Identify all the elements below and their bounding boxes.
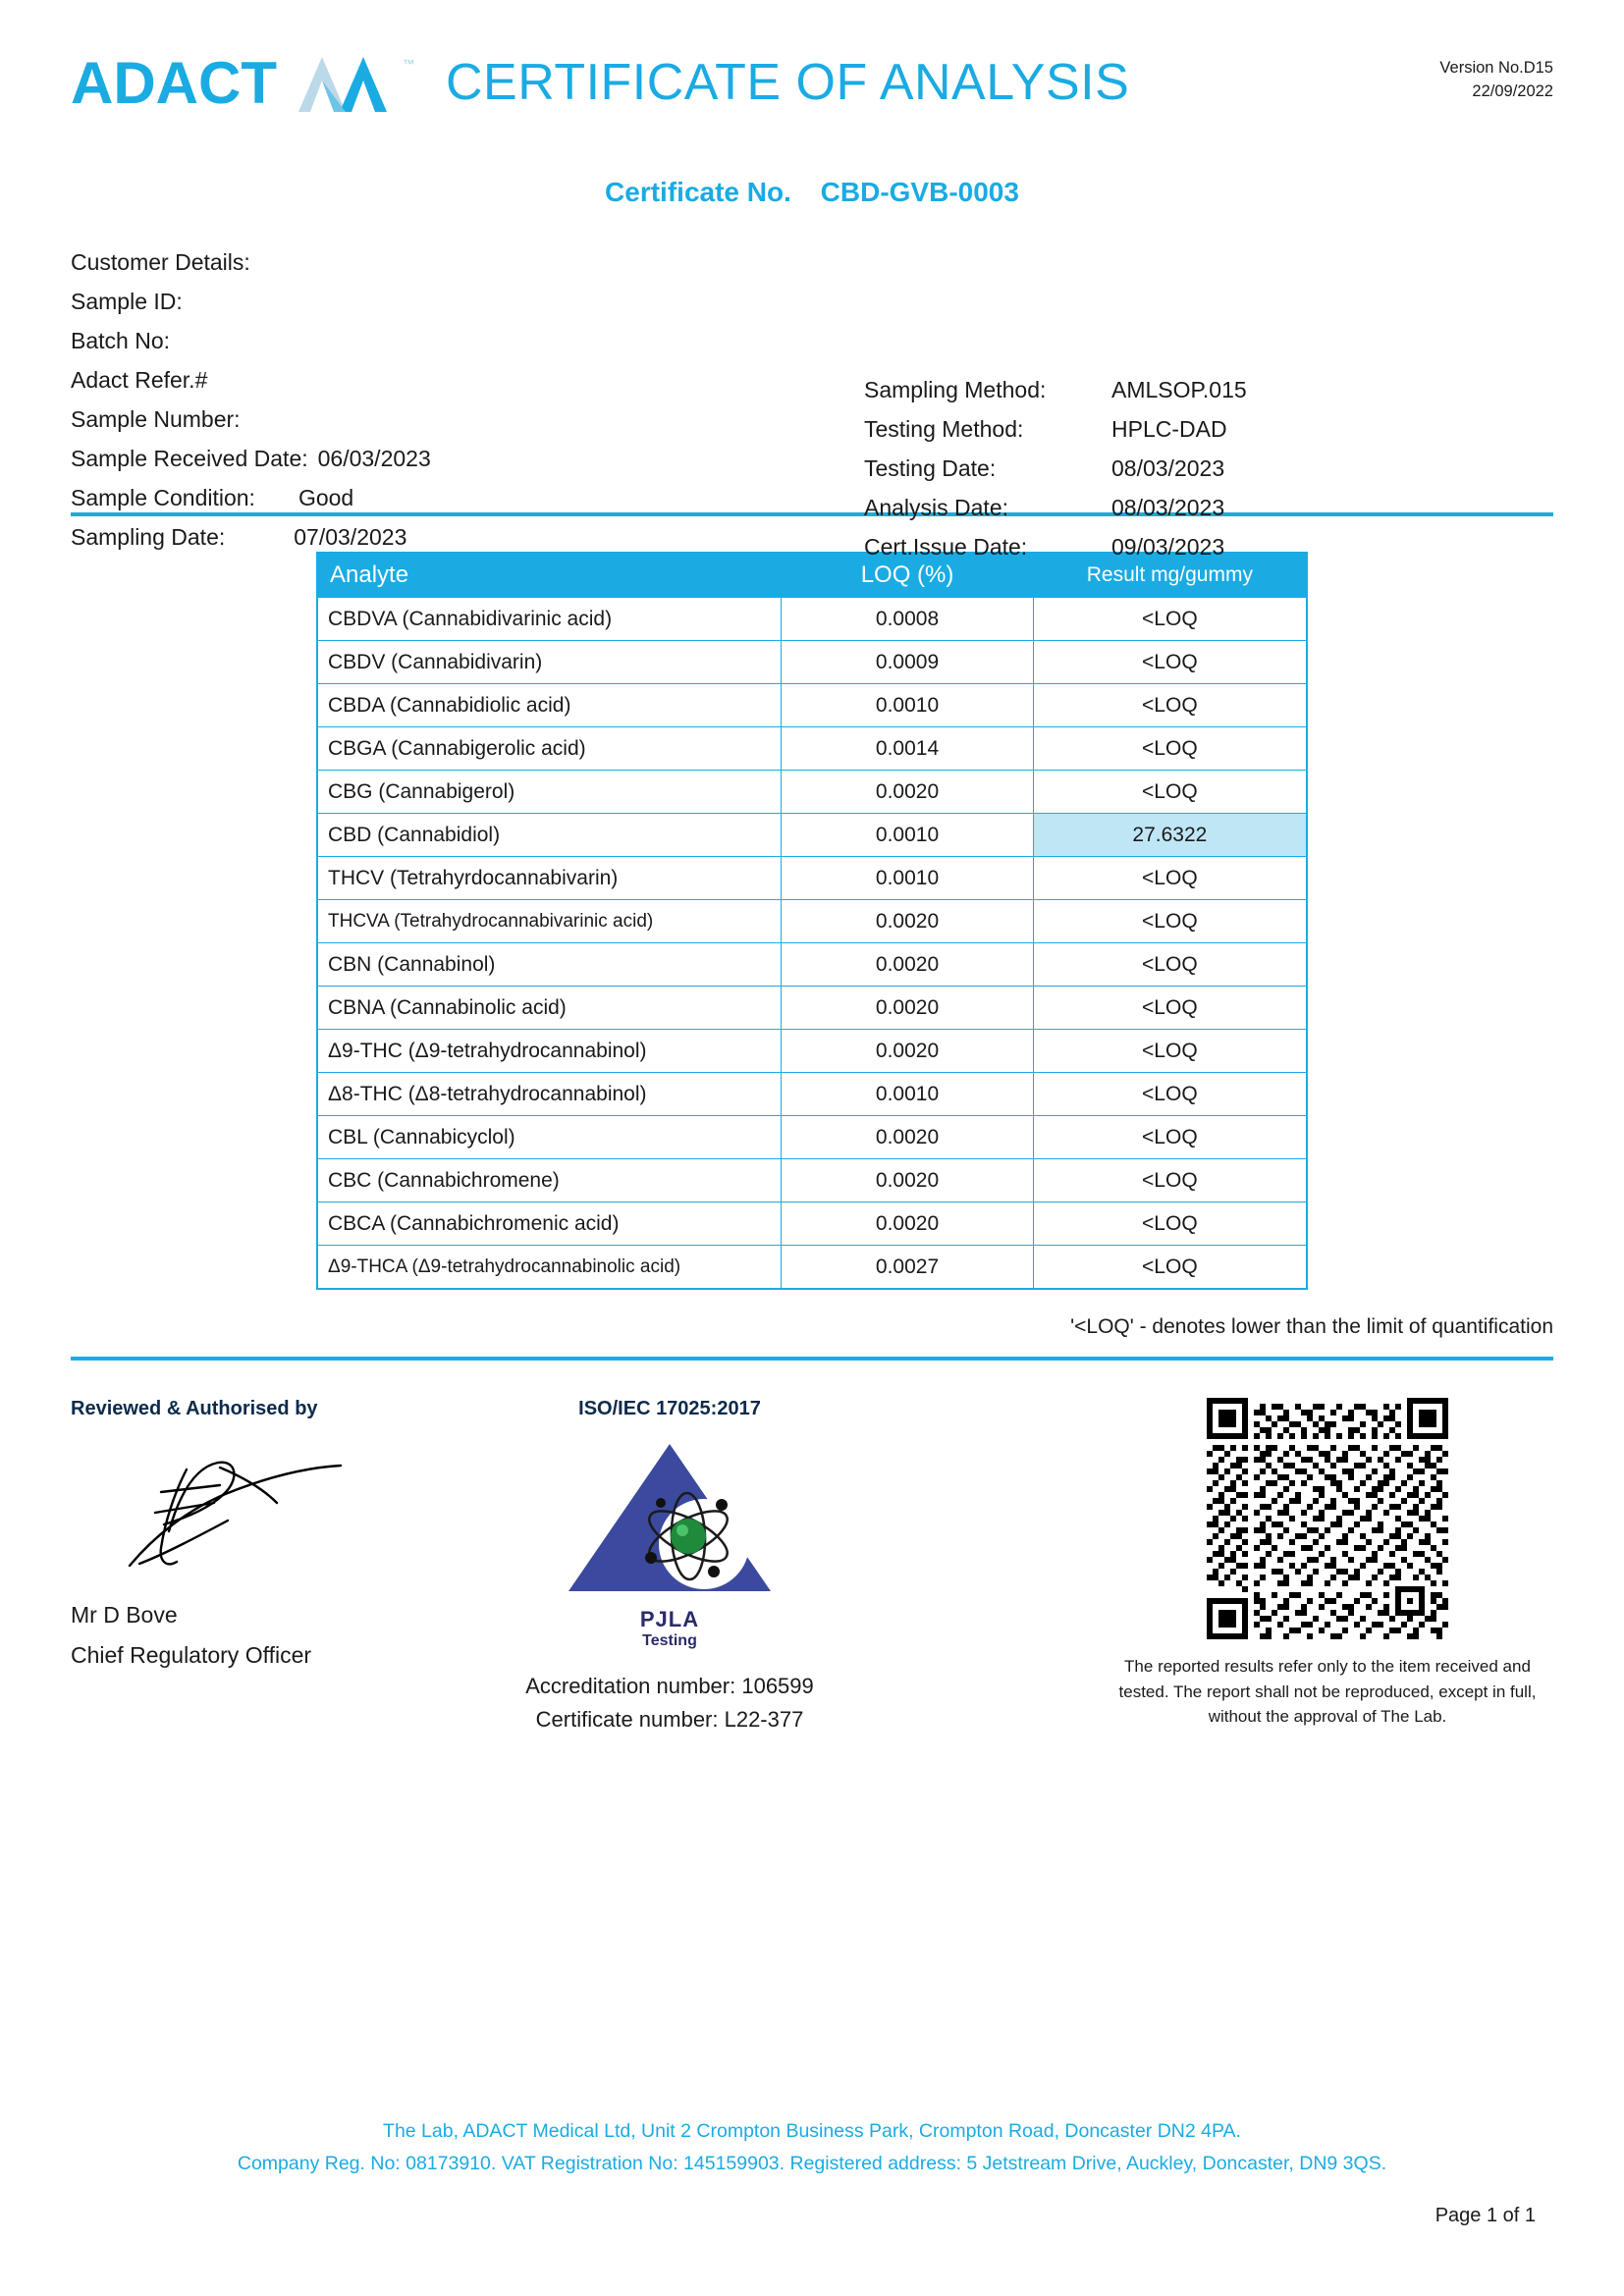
table-row	[317, 987, 1307, 1030]
cell-result: <LOQ	[1033, 857, 1307, 900]
cell-result: <LOQ	[1033, 1159, 1307, 1202]
detail-label: Sample Condition:	[71, 485, 255, 510]
detail-label: Testing Method:	[864, 416, 1024, 442]
cell-result: <LOQ	[1033, 1116, 1307, 1159]
cell-loq: 0.0020	[782, 1030, 1033, 1073]
detail-label: Adact Refer.#	[71, 367, 208, 393]
footer-address: The Lab, ADACT Medical Ltd, Unit 2 Crompton Business Park, Crompton Road, Doncaster DN2 4PA.	[383, 2119, 1241, 2142]
cell-result: <LOQ	[1033, 900, 1307, 943]
footer-registration: Company Reg. No: 08173910. VAT Registration No: 145159903. Registered address: 5 Jetstream Drive, Auckley, Doncaster, DN9 3QS.	[237, 2152, 1387, 2174]
cell-analyte: CBDA (Cannabidiolic acid)	[317, 684, 782, 727]
cell-analyte: CBG (Cannabigerol)	[317, 771, 782, 814]
table-row	[317, 1073, 1307, 1116]
cell-result: <LOQ	[1033, 1030, 1307, 1073]
detail-label: Analysis Date:	[864, 495, 1009, 520]
cell-result: <LOQ	[1033, 943, 1307, 987]
cell-analyte: CBC (Cannabichromene)	[317, 1159, 782, 1202]
qr-code-icon	[1207, 1398, 1448, 1639]
detail-row	[71, 448, 817, 470]
detail-value: 08/03/2023	[1111, 455, 1225, 481]
cell-analyte: Δ8-THC (Δ8-tetrahydrocannabinol)	[317, 1073, 782, 1116]
detail-label: Customer Details:	[71, 249, 250, 275]
divider-bottom	[71, 1357, 1553, 1361]
cell-result: <LOQ	[1033, 727, 1307, 771]
cell-result: <LOQ	[1033, 598, 1307, 641]
detail-row	[71, 526, 817, 549]
cell-analyte: CBNA (Cannabinolic acid)	[317, 987, 782, 1030]
certificate-number-line	[71, 177, 1553, 208]
cell-loq: 0.0020	[782, 1159, 1033, 1202]
column-header-result: Result mg/gummy	[1033, 553, 1307, 598]
detail-row	[864, 457, 1551, 480]
detail-value: 06/03/2023	[317, 446, 431, 471]
cell-analyte: CBN (Cannabinol)	[317, 943, 782, 987]
results-table-wrapper	[71, 552, 1553, 1290]
results-table-body	[317, 598, 1307, 1290]
table-row	[317, 727, 1307, 771]
cell-loq: 0.0009	[782, 641, 1033, 684]
accreditation-block	[444, 1398, 895, 1733]
sample-details	[71, 249, 1553, 560]
detail-label: Batch No:	[71, 328, 170, 353]
detail-label: Sample ID:	[71, 289, 183, 314]
reviewer-block	[71, 1398, 424, 1669]
cell-analyte: CBGA (Cannabigerolic acid)	[317, 727, 782, 771]
table-row	[317, 1030, 1307, 1073]
detail-row	[864, 379, 1551, 401]
table-row	[317, 598, 1307, 641]
table-row	[317, 771, 1307, 814]
certificate-number-label: Certificate No.	[605, 177, 791, 207]
cell-analyte: CBDVA (Cannabidivarinic acid)	[317, 598, 782, 641]
cell-analyte: Δ9-THCA (Δ9-tetrahydrocannabinolic acid)	[317, 1246, 782, 1290]
detail-row	[71, 487, 817, 509]
cell-result: <LOQ	[1033, 1246, 1307, 1290]
cell-loq: 0.0020	[782, 987, 1033, 1030]
results-disclaimer: The reported results refer only to the item received and tested. The report shall not be reproduced, except in full, without the approval of The Lab.	[1118, 1657, 1537, 1726]
accreditation-standard: ISO/IEC 17025:2017	[578, 1398, 761, 1419]
cell-result: <LOQ	[1033, 987, 1307, 1030]
results-table	[316, 552, 1308, 1290]
method-details-column	[864, 379, 1551, 575]
cell-loq: 0.0027	[782, 1246, 1033, 1290]
version-block	[1439, 57, 1553, 104]
table-row	[317, 900, 1307, 943]
detail-value: 07/03/2023	[294, 524, 407, 550]
page-title: CERTIFICATE OF ANALYSIS	[445, 54, 1130, 111]
page-header	[71, 0, 1553, 116]
cell-analyte: CBD (Cannabidiol)	[317, 814, 782, 857]
signature-section	[71, 1398, 1553, 1810]
page-number: Page 1 of 1	[1435, 2205, 1536, 2226]
cell-analyte: CBL (Cannabicyclol)	[317, 1116, 782, 1159]
cell-loq: 0.0010	[782, 857, 1033, 900]
detail-row	[71, 251, 817, 274]
trademark-symbol: ™	[402, 57, 414, 71]
table-row	[317, 857, 1307, 900]
cell-loq: 0.0020	[782, 943, 1033, 987]
detail-row	[864, 536, 1551, 559]
pjla-sublabel: Testing	[642, 1632, 697, 1649]
accreditation-number: Accreditation number: 106599	[525, 1674, 814, 1698]
detail-row	[864, 418, 1551, 441]
detail-label: Sampling Date:	[71, 524, 226, 550]
detail-row	[71, 408, 817, 431]
cell-result: 27.6322	[1033, 814, 1307, 857]
reviewed-label: Reviewed & Authorised by	[71, 1398, 318, 1419]
certificate-number-value: CBD-GVB-0003	[820, 177, 1019, 207]
cell-analyte: THCV (Tetrahyrdocannabivarin)	[317, 857, 782, 900]
page-footer	[71, 2115, 1553, 2180]
pjla-label: PJLA	[639, 1607, 700, 1631]
brand-name: ADACT	[71, 50, 277, 116]
detail-row	[71, 291, 817, 313]
detail-label: Cert.Issue Date:	[864, 534, 1028, 560]
qr-block	[1102, 1398, 1553, 1730]
cell-loq: 0.0020	[782, 1116, 1033, 1159]
column-header-loq: LOQ (%)	[782, 553, 1033, 598]
accreditation-certificate-number: Certificate number: L22-377	[535, 1707, 804, 1732]
column-header-analyte: Analyte	[317, 553, 782, 598]
cell-result: <LOQ	[1033, 771, 1307, 814]
reviewer-role: Chief Regulatory Officer	[71, 1642, 312, 1668]
table-row	[317, 684, 1307, 727]
customer-details-column	[71, 251, 817, 565]
cell-loq: 0.0010	[782, 1073, 1033, 1116]
table-row	[317, 641, 1307, 684]
detail-value: Good	[298, 485, 354, 510]
cell-loq: 0.0020	[782, 771, 1033, 814]
brand-logo	[71, 51, 420, 116]
cell-loq: 0.0020	[782, 900, 1033, 943]
detail-value: HPLC-DAD	[1111, 416, 1227, 442]
detail-value: AMLSOP.015	[1111, 377, 1247, 402]
cell-result: <LOQ	[1033, 1073, 1307, 1116]
detail-label: Testing Date:	[864, 455, 997, 481]
cell-analyte: Δ9-THC (Δ9-tetrahydrocannabinol)	[317, 1030, 782, 1073]
table-row	[317, 943, 1307, 987]
version-number: Version No.D15	[1439, 59, 1553, 77]
detail-row	[864, 497, 1551, 519]
table-row	[317, 1246, 1307, 1290]
cell-analyte: CBDV (Cannabidivarin)	[317, 641, 782, 684]
table-row	[317, 1116, 1307, 1159]
version-date: 22/09/2022	[1472, 81, 1553, 100]
table-row	[317, 1159, 1307, 1202]
detail-label: Sample Received Date:	[71, 446, 308, 471]
table-row	[317, 814, 1307, 857]
cell-analyte: THCVA (Tetrahydrocannabivarinic acid)	[317, 900, 782, 943]
cell-loq: 0.0010	[782, 814, 1033, 857]
adact-mark-icon	[293, 51, 399, 116]
reviewer-name: Mr D Bove	[71, 1602, 178, 1628]
cell-loq: 0.0020	[782, 1202, 1033, 1246]
detail-row	[71, 369, 817, 392]
cell-result: <LOQ	[1033, 641, 1307, 684]
cell-result: <LOQ	[1033, 684, 1307, 727]
table-row	[317, 1202, 1307, 1246]
cell-analyte: CBCA (Cannabichromenic acid)	[317, 1202, 782, 1246]
cell-loq: 0.0008	[782, 598, 1033, 641]
pjla-logo-icon	[444, 1434, 895, 1611]
cell-loq: 0.0010	[782, 684, 1033, 727]
detail-label: Sample Number:	[71, 406, 241, 432]
loq-note: '<LOQ' - denotes lower than the limit of quantification	[1070, 1315, 1553, 1338]
cell-result: <LOQ	[1033, 1202, 1307, 1246]
signature-icon	[71, 1438, 424, 1590]
cell-loq: 0.0014	[782, 727, 1033, 771]
detail-row	[71, 330, 817, 352]
detail-value: 09/03/2023	[1111, 534, 1225, 560]
detail-value: 08/03/2023	[1111, 495, 1225, 520]
detail-label: Sampling Method:	[864, 377, 1047, 402]
